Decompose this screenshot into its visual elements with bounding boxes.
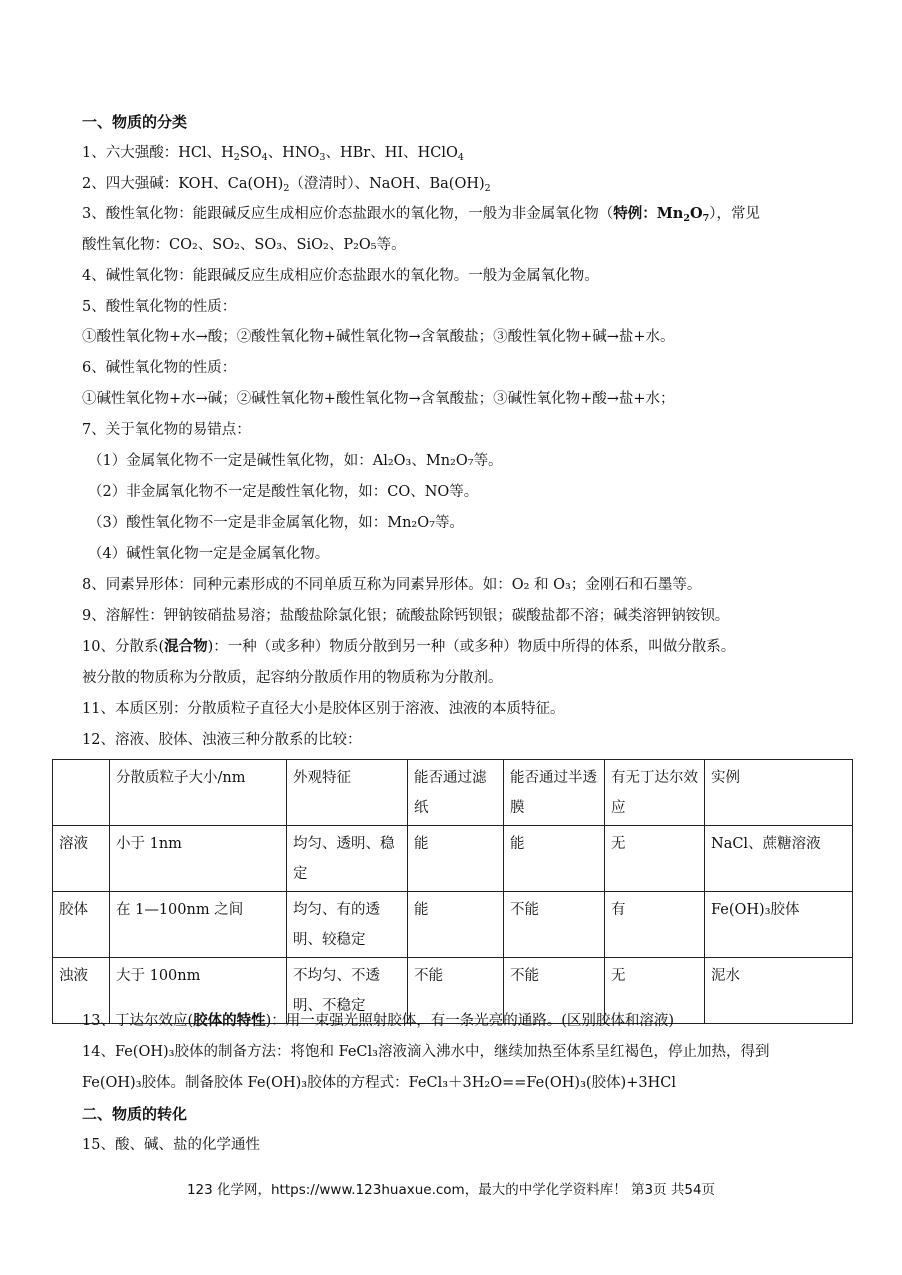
item-13-tyndall: 13、丁达尔效应(胶体的特性)：用一束强光照射胶体，有一条光亮的通路。(区别胶体和溶液)	[82, 1012, 675, 1029]
table-row-solution	[53, 826, 853, 892]
item-6-properties: ①碱性氧化物+水→碱；②碱性氧化物+酸性氧化物→含氧酸盐；③碱性氧化物+酸→盐+水；	[82, 391, 675, 407]
table-header-cell: 外观特征	[287, 760, 408, 826]
page-footer: 123 化学网，https://www.123huaxue.com，最大的中学化学资料库！ 第3页 共54页	[186, 1182, 716, 1198]
table-cell: 大于 100nm	[110, 958, 287, 1024]
item-9-solubility: 9、溶解性：钾钠铵硝盐易溶；盐酸盐除氯化银；硫酸盐除钙钡银；碳酸盐都不溶；碱类溶钾钠铵钡。	[82, 608, 730, 624]
table-header-row	[53, 760, 853, 826]
table-cell: 不能	[408, 958, 504, 1024]
table-cell: 无	[605, 958, 705, 1024]
item-14-preparation-line2: Fe(OH)₃胶体。制备胶体 Fe(OH)₃胶体的方程式：FeCl₃＋3H₂O==Fe(OH)₃(胶体)+3HCl	[82, 1075, 676, 1091]
item-6-title: 6、碱性氧化物的性质：	[82, 360, 237, 376]
table-cell: 泥水	[705, 958, 853, 1024]
section-heading-transformation: 二、物质的转化	[82, 1105, 188, 1123]
table-header-cell: 实例	[705, 760, 853, 826]
item-5-properties: ①酸性氧化物+水→酸；②酸性氧化物+碱性氧化物→含氧酸盐；③酸性氧化物+碱→盐+水。	[82, 329, 675, 345]
item-3-acidic-oxide-line2: 酸性氧化物：CO₂、SO₂、SO₃、SiO₂、P₂O₅等。	[82, 237, 406, 253]
item-12-comparison-title: 12、溶液、胶体、浊液三种分散系的比较：	[82, 732, 362, 748]
item-14-preparation-line1: 14、Fe(OH)₃胶体的制备方法：将饱和 FeCl₃溶液滴入沸水中，继续加热至体系呈红褐色，停止加热，得到	[82, 1044, 770, 1060]
item-1-strong-acids: 1、六大强酸：HCl、$H_2SO_4$、$HNO_3$、HBr、HI、HClO$_4$	[82, 145, 464, 163]
table-cell: 溶液	[53, 826, 110, 892]
item-3-acidic-oxide-line1: 3、酸性氧化物：能跟碱反应生成相应价态盐跟水的氧化物，一般为非金属氧化物（特例：$Mn_2O_7$），常见	[82, 205, 760, 224]
table-cell: 胶体	[53, 892, 110, 958]
table-header-cell: 分散质粒子大小/nm	[110, 760, 287, 826]
item-10-dispersion-line1: 10、分散系(混合物)：一种（或多种）物质分散到另一种（或多种）物质中所得的体系，叫做分散系。	[82, 638, 736, 655]
table-cell: 无	[605, 826, 705, 892]
item-7-point-4: （4）碱性氧化物一定是金属氧化物。	[88, 546, 330, 562]
item-7-point-2: （2）非金属氧化物不一定是酸性氧化物，如：CO、NO等。	[88, 484, 479, 500]
table-header-cell	[53, 760, 110, 826]
item-2-strong-bases: 2、四大强碱：KOH、$Ca(OH)_2$（澄清时）、NaOH、$Ba(OH)_2$	[82, 176, 491, 194]
table-cell: 在 1—100nm 之间	[110, 892, 287, 958]
item-7-point-3: （3）酸性氧化物不一定是非金属氧化物，如：Mn₂O₇等。	[88, 515, 464, 531]
table-cell: 有	[605, 892, 705, 958]
table-cell: 不能	[504, 958, 605, 1024]
item-7-point-1: （1）金属氧化物不一定是碱性氧化物，如：Al₂O₃、Mn₂O₇等。	[88, 453, 503, 469]
table-cell: 浊液	[53, 958, 110, 1024]
dispersion-comparison-table	[52, 759, 853, 1024]
table-cell: Fe(OH)₃胶体	[705, 892, 853, 958]
table-cell: 均匀、透明、稳定	[287, 826, 408, 892]
item-7-title: 7、关于氧化物的易错点：	[82, 422, 251, 438]
table-cell: 不能	[504, 892, 605, 958]
table-cell: NaCl、蔗糖溶液	[705, 826, 853, 892]
table-header-cell: 有无丁达尔效应	[605, 760, 705, 826]
item-4-basic-oxide: 4、碱性氧化物：能跟碱反应生成相应价态盐跟水的氧化物。一般为金属氧化物。	[82, 268, 599, 284]
table-row-colloid	[53, 892, 853, 958]
table-cell: 均匀、有的透明、较稳定	[287, 892, 408, 958]
item-8-allotropes: 8、同素异形体：同种元素形成的不同单质互称为同素异形体。如：O₂ 和 O₃；金刚石和石墨等。	[82, 577, 702, 593]
section-heading-classification: 一、物质的分类	[82, 113, 188, 131]
table-cell: 不均匀、不透明、不稳定	[287, 958, 408, 1024]
table-cell: 能	[408, 826, 504, 892]
item-15-general-properties: 15、酸、碱、盐的化学通性	[82, 1137, 260, 1153]
item-10-dispersion-line2: 被分散的物质称为分散质，起容纳分散质作用的物质称为分散剂。	[82, 670, 503, 686]
item-11-essential-difference: 11、本质区别：分散质粒子直径大小是胶体区别于溶液、浊液的本质特征。	[82, 701, 565, 717]
table-header-cell: 能否通过半透膜	[504, 760, 605, 826]
item-5-title: 5、酸性氧化物的性质：	[82, 299, 237, 315]
table-header-cell: 能否通过滤纸	[408, 760, 504, 826]
table-cell: 能	[408, 892, 504, 958]
table-cell: 小于 1nm	[110, 826, 287, 892]
table-cell: 能	[504, 826, 605, 892]
